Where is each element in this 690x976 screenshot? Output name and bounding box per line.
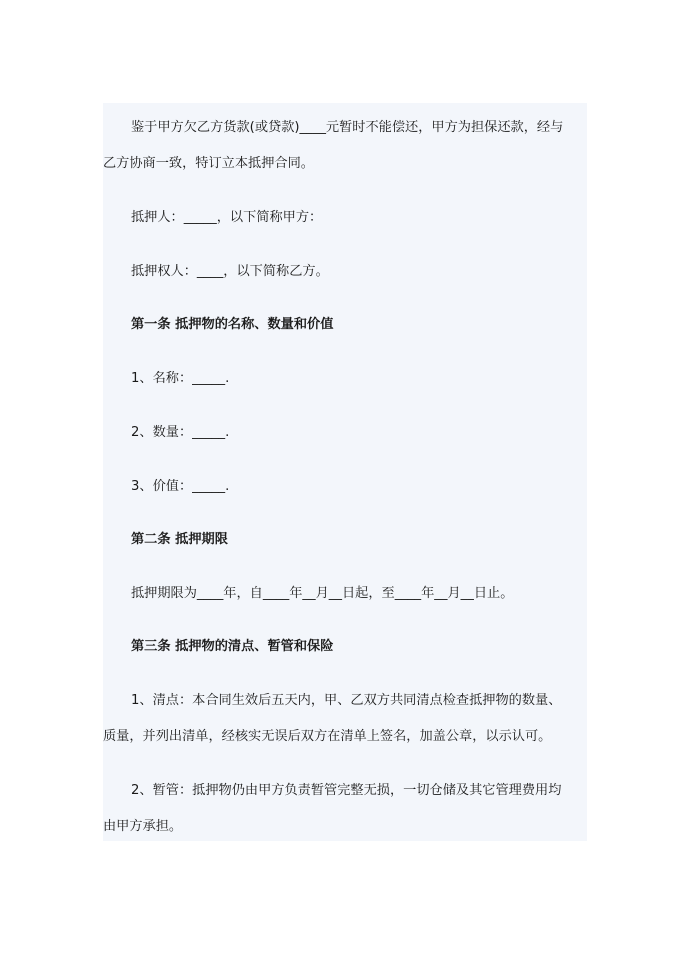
heading-article-2: 第二条 抵押期限 <box>131 532 228 547</box>
paragraph-mortgagee: 抵押权人：____，以下简称乙方。 <box>131 264 329 279</box>
paragraph-custody-line-1: 2、暂管：抵押物仍由甲方负责暂管完整无损，一切仓储及其它管理费用均 <box>131 783 562 798</box>
list-item-value: 3、价值：_____. <box>131 479 230 494</box>
paragraph-preamble-line-2: 乙方协商一致，特订立本抵押合同。 <box>103 156 314 171</box>
paragraph-custody-line-2: 由甲方承担。 <box>103 819 183 834</box>
paragraph-term: 抵押期限为____年，自____年__月__日起，至____年__月__日止。 <box>131 586 514 601</box>
heading-article-1: 第一条 抵押物的名称、数量和价值 <box>131 317 334 332</box>
list-item-name: 1、名称：_____. <box>131 371 230 386</box>
paragraph-mortgagor: 抵押人：_____，以下简称甲方： <box>131 210 323 225</box>
paragraph-preamble-line-1: 鉴于甲方欠乙方货款(或贷款)____元暂时不能偿还，甲方为担保还款，经与 <box>131 120 564 135</box>
list-item-quantity: 2、数量：_____. <box>131 425 230 440</box>
paragraph-inventory-line-1: 1、清点：本合同生效后五天内，甲、乙双方共同清点检查抵押物的数量、 <box>131 693 562 708</box>
paragraph-inventory-line-2: 质量，并列出清单，经核实无误后双方在清单上签名，加盖公章，以示认可。 <box>103 729 552 744</box>
heading-article-3: 第三条 抵押物的清点、暂管和保险 <box>131 639 334 654</box>
